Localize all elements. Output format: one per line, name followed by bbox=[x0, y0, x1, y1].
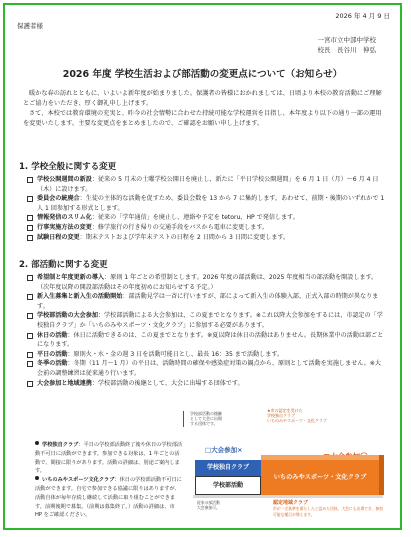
checkbox-icon bbox=[27, 225, 33, 231]
club-item bbox=[35, 441, 183, 476]
list-item bbox=[27, 350, 386, 360]
item-title: 冬季の活動 bbox=[37, 360, 68, 368]
club-text: ：平日の学校部活動終了後や休日の学校部活動不可日に活動ができます。参加できる対象は、1 年ごとの活動で、間接に限りがあります。活動の詳細は、別途ご案内します。 bbox=[35, 442, 183, 475]
diagram-floor bbox=[193, 495, 383, 498]
diagram-note-right bbox=[267, 408, 327, 423]
list-item bbox=[27, 379, 386, 389]
community-club-block: いちのみやスポーツ・文化クラブ bbox=[261, 460, 379, 495]
club-title: いちのみやスポーツ文化クラブ bbox=[42, 477, 115, 484]
list-item bbox=[27, 175, 386, 194]
list-item bbox=[27, 213, 386, 223]
sender-block bbox=[318, 35, 377, 55]
item-text: ：学校部活動による大会参加は、この夏までとなります。※これ以降大会参加をするには、市認定の「学校独自クラブ」か「いちのみやスポーツ・文化クラブ」に参加する必要があります。 bbox=[37, 312, 383, 329]
school-activity-block: 学校部活動 bbox=[195, 476, 261, 495]
item-text: ：部活動見学は一斉に行いますが、部によって新入生の体験入部、正式入部の時期が異なります。 bbox=[37, 293, 379, 310]
item-text: ：生徒の主体的な活動を促すため、委員会数を 13 から 7 に集約します。あわせて、前期・後期のいずれかで 1 人 1 回参加する形式とします。 bbox=[37, 195, 385, 212]
diagram-note-under bbox=[197, 500, 220, 510]
school-club-block: 学校独自クラブ bbox=[195, 460, 261, 476]
school-name: 一宮市立中部中学校 bbox=[317, 36, 376, 44]
list-item bbox=[27, 331, 386, 350]
intro-text bbox=[23, 89, 386, 129]
certified-club-note bbox=[273, 500, 383, 518]
note-line: いちのみやスポーツ・文化クラブ bbox=[267, 418, 327, 423]
item-title: 新入生募集と新入生の活動開始 bbox=[37, 293, 123, 301]
item-title: 休日の活動 bbox=[37, 331, 68, 339]
checkbox-icon bbox=[27, 352, 33, 358]
item-title: 希望制と年度更新の導入 bbox=[37, 274, 105, 281]
club-title: 学校独自クラブ bbox=[42, 442, 79, 448]
note-line: ★市の認定を受けた bbox=[267, 408, 303, 413]
principal-name: 校長 長谷川 伸弘 bbox=[317, 46, 376, 54]
note-line: 大会参加可。 bbox=[197, 505, 220, 510]
document-title: 2026 年度 学校生活および部活動の変更点について（お知らせ） bbox=[62, 69, 343, 80]
club-description-list bbox=[35, 441, 183, 520]
checkbox-icon bbox=[27, 177, 33, 183]
document-page bbox=[3, 3, 402, 530]
item-title: 大会参加と地域連携 bbox=[37, 379, 92, 387]
checkbox-icon bbox=[27, 294, 33, 300]
item-text: ：原則 1 年ごとの希望制とします。2026 年度の部活動は、2025 年度相当の部活動を開設します。（次年度以降の開設部活動はその年度初めにお知らせする予定。） bbox=[37, 274, 378, 291]
checkbox-icon bbox=[27, 215, 33, 221]
checkbox-icon bbox=[27, 361, 33, 367]
checkbox-icon bbox=[27, 196, 33, 202]
list-item bbox=[27, 194, 386, 213]
section1-list bbox=[27, 175, 386, 242]
checkbox-icon bbox=[27, 313, 33, 319]
checkbox-icon bbox=[27, 333, 33, 339]
item-text: ：冬期（11 月～1 月）の平日は、活動時間の確保や感染症対策の観点から、原則として活動を実施しません。※大会前の調整練習は従来通り行います。 bbox=[37, 360, 381, 377]
list-item bbox=[27, 311, 386, 330]
note-line: 学校独自クラブ bbox=[267, 413, 295, 418]
list-item bbox=[27, 233, 386, 243]
certified-club-text: 市が一定基準を満たしたと認めた団体。大会にも出場でき、参加可能な種目が増えます。 bbox=[273, 506, 383, 517]
label-no-tournament: □大会参加× bbox=[205, 446, 243, 454]
item-text: ：修学旅行の行き帰りの交通手段をバスから電車に変更します。 bbox=[91, 223, 269, 231]
note-line: 学校部活動の後継 bbox=[190, 411, 222, 416]
list-item bbox=[27, 223, 386, 233]
checkbox-icon bbox=[27, 381, 33, 387]
item-title: 学校公開週間の新設 bbox=[37, 176, 92, 183]
intro-paragraph: さて、本校では教育環境の充実と、昨今の社会情勢に合わせた持続可能な学校運営を目指し、本年度より以下の通り一部の運用を変更いたします。主要な変更点をまとめましたので、ご確認をお願い申し上げます。 bbox=[23, 110, 382, 127]
item-title: 行事実施方法の変更 bbox=[37, 223, 92, 231]
bullet-icon bbox=[35, 441, 39, 445]
list-item bbox=[27, 359, 386, 378]
club-item bbox=[35, 476, 183, 520]
item-text: ：従来の「学年通信」を廃止し、連絡や予定を tetoru、HP で発信します。 bbox=[91, 214, 299, 222]
item-text: ：期末テストおよび学年末テストの日程を 2 日間から 3 日間に変更します。 bbox=[79, 233, 290, 241]
section2-list bbox=[27, 273, 386, 388]
recipient: 保護者様 bbox=[17, 22, 43, 30]
item-text: ：休日に活動できるのは、この夏までとなります。※夏以降は休日の活動はありません。長期休業中の活動は部ごとになります。 bbox=[37, 331, 384, 349]
club-text: ：休日の学校部活動不可日に活動ができます。自宅で参加できる協議に限りはありますが、活動自体が毎年存続し継続して活動に取り組むことができます。前期後期で募集。（前期は募集終了。）活動の詳細は、市 HP をご確認ください。 bbox=[35, 477, 182, 519]
item-title: 委員会の統廃合 bbox=[37, 195, 80, 203]
bullet-icon bbox=[35, 476, 39, 480]
section-heading: 2. 部活動に関する変更 bbox=[19, 260, 108, 270]
item-text: ：原則火・水・金の週 3 日を活動可能日とし、最長 16：35 まで活動します。 bbox=[67, 350, 284, 358]
orange-block-side bbox=[379, 455, 384, 495]
note-line: する団体です。 bbox=[190, 421, 218, 427]
list-item bbox=[27, 292, 386, 311]
note-line: 従来の部活動 bbox=[197, 500, 220, 505]
intro-paragraph: 暖かな春の訪れとともに、いよいよ新年度が始まりました。保護者の皆様におかれましては、日頃より本校の教育活動にご理解とご協力をいただき、厚く御礼申し上げます。 bbox=[23, 90, 382, 107]
item-text: ：従来の 5 月末の土曜学校公開日を廃止し、新たに「平日学校公開週間」を 6 月 1 日（月）～6 月 4 日（木）に設けます。 bbox=[37, 176, 379, 193]
item-title: 学校部活動の大会参加 bbox=[37, 312, 98, 320]
note-line: として大会に出場 bbox=[190, 416, 222, 422]
item-title: 情報発信のスリム化 bbox=[37, 214, 92, 222]
issue-date: 2026 年 4 月 9 日 bbox=[335, 12, 390, 20]
checkbox-icon bbox=[27, 275, 33, 281]
diagram-note-left bbox=[183, 411, 222, 427]
list-item bbox=[27, 273, 386, 292]
section-heading: 1. 学校全般に関する変更 bbox=[19, 162, 117, 172]
item-title: 平日の活動 bbox=[37, 350, 68, 358]
checkbox-icon bbox=[27, 235, 33, 241]
item-title: 試験日程の変更 bbox=[37, 233, 80, 241]
item-text: ：学校部活動の後継として、大会に出場する団体です。 bbox=[91, 379, 244, 387]
certified-club-title: 認定地域クラブ bbox=[273, 500, 309, 506]
